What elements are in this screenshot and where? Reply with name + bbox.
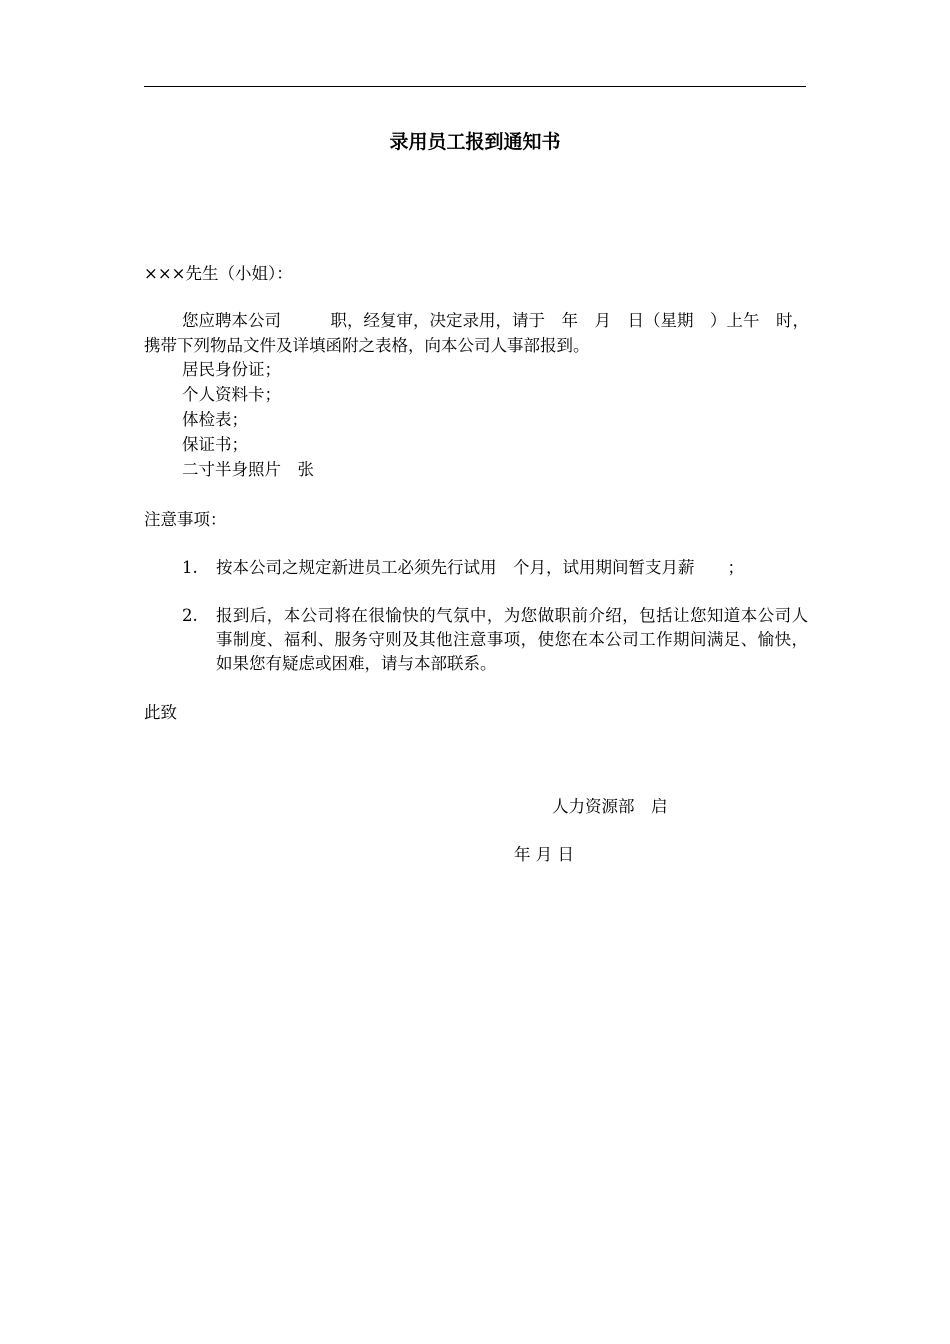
header-rule [144, 86, 806, 87]
body-line-1: 您应聘本公司 职，经复审，决定录用，请于 年 月 日（星期 ）上午 时， [182, 311, 809, 330]
closing: 此致 [144, 703, 177, 722]
list-item: 保证书； [182, 435, 248, 454]
notes-heading: 注意事项： [144, 510, 227, 529]
list-item: 居民身份证； [182, 360, 281, 379]
note-number: 1. [182, 558, 198, 577]
list-item: 体检表； [182, 410, 248, 429]
date: 年 月 日 [514, 845, 574, 864]
note-number: 2. [182, 606, 198, 625]
list-item: 二寸半身照片 张 [182, 460, 314, 479]
note-text: 报到后，本公司将在很愉快的气氛中，为您做职前介绍，包括让您知道本公司人事制度、福利、服务守则及其他注意事项，使您在本公司工作期间满足、愉快，如果您有疑虑或困难，请与本部联系。 [216, 606, 808, 673]
note-text: 按本公司之规定新进员工必须先行试用 个月，试用期间暂支月薪 ； [216, 558, 744, 577]
document-title: 录用员工报到通知书 [389, 131, 561, 153]
body-line-2: 携带下列物品文件及详填函附之表格，向本公司人事部报到。 [144, 336, 590, 355]
list-item: 个人资料卡； [182, 385, 281, 404]
signature: 人力资源部 启 [552, 797, 668, 816]
salutation: ×××先生（小姐）： [144, 264, 293, 283]
